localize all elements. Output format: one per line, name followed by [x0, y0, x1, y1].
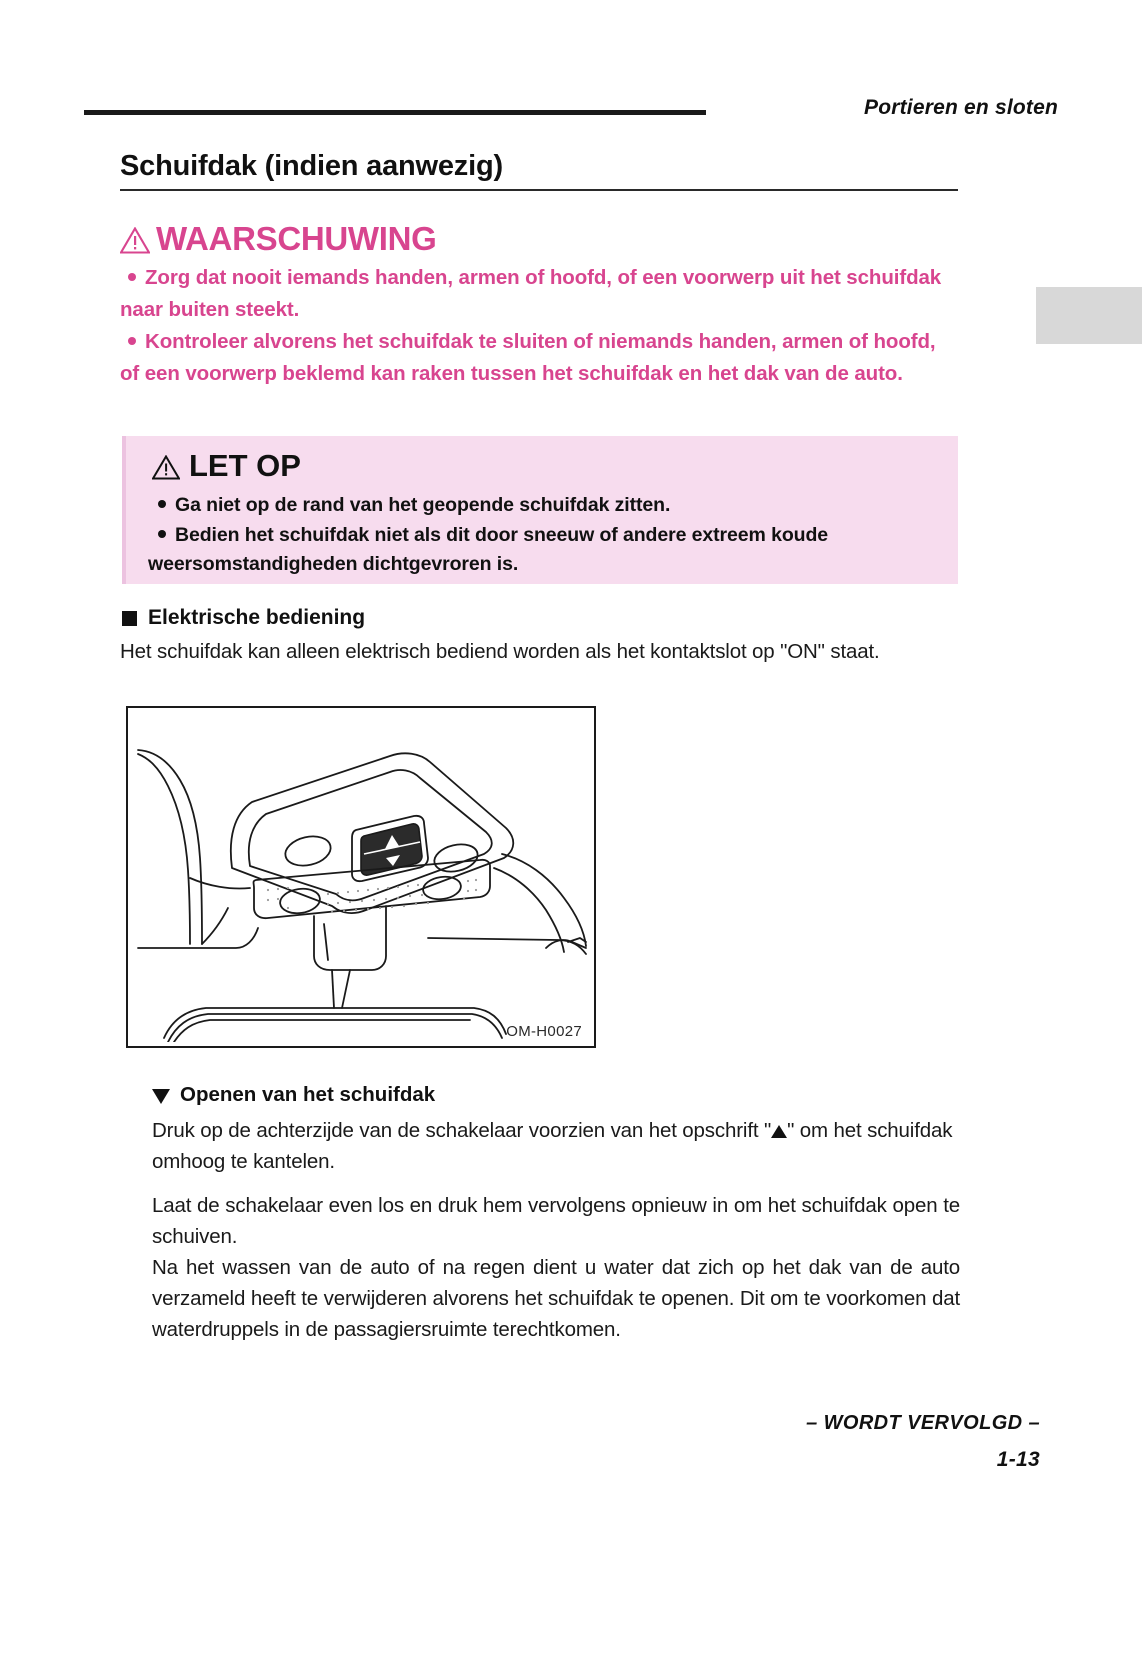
subsection-heading-open — [152, 1083, 435, 1107]
caution-bullet-1: Ga niet op de rand van het geopende schuifdak zitten. — [175, 494, 671, 516]
open-paragraph-1 — [152, 1115, 960, 1177]
chapter-thumb-tab — [1036, 287, 1142, 344]
console-drawing — [128, 708, 590, 1042]
caution-block — [122, 436, 958, 584]
grille-texture — [262, 884, 478, 910]
warning-triangle-icon — [152, 454, 180, 479]
running-title: Portieren en sloten — [863, 96, 1058, 119]
open-paragraph-1-before: Druk op de achterzijde van de schakelaar voorzien van het opschrift " — [152, 1119, 772, 1142]
page-number: 1-13 — [996, 1448, 1040, 1471]
bullet-dot-icon — [158, 500, 166, 508]
triangle-down-icon — [152, 1089, 170, 1104]
header-rule — [84, 110, 706, 115]
caution-body — [148, 491, 938, 580]
open-paragraph-3: Na het wassen van de auto of na regen dient u water dat zich op het dak van de auto verzameld heeft te verwijderen alvorens het schuifdak te openen. Dit om te voorkomen dat waterdruppels in de passagiersruimte terechtkomen. — [152, 1256, 960, 1342]
caution-heading-text: LET OP — [189, 448, 301, 483]
triangle-up-glyph-icon — [771, 1125, 787, 1138]
subsection-heading-electric — [122, 606, 365, 630]
bullet-dot-icon — [128, 337, 136, 345]
page-header — [84, 96, 1058, 130]
caution-bullet-2: Bedien het schuifdak niet als dit door sneeuw of andere extreem koude weersomstandigheden dichtgevroren is. — [148, 523, 829, 576]
title-underline — [120, 189, 958, 191]
figure-caption: OM-H0027 — [506, 1023, 582, 1040]
open-paragraph-2: Laat de schakelaar even los en druk hem vervolgens opnieuw in om het schuifdak open te schuiven. — [152, 1194, 960, 1249]
electric-paragraph: Het schuifdak kan alleen elektrisch bediend worden als het kontaktslot op "ON" staat. — [120, 640, 880, 663]
black-square-bullet-icon — [122, 611, 137, 626]
warning-triangle-icon — [120, 226, 150, 253]
caution-heading — [152, 450, 301, 481]
warning-bullet-2: Kontroleer alvorens het schuifdak te sluiten of niemands handen, armen of hoofd, of een voorwerp beklemd kan raken tussen het schuifdak en het dak van de auto. — [120, 329, 936, 385]
page-title: Schuifdak (indien aanwezig) — [120, 150, 503, 182]
illustration-overhead-console — [126, 706, 596, 1048]
section-title-block — [120, 150, 958, 191]
warning-block — [120, 222, 958, 390]
bullet-dot-icon — [158, 530, 166, 538]
open-paragraph-1-after: " om het schuifdak omhoog te kantelen. — [152, 1119, 953, 1174]
subsection-heading-text: Elektrische bediening — [148, 606, 366, 629]
warning-bullet-1: Zorg dat nooit iemands handen, armen of hoofd, of een voorwerp uit het schuifdak naar buiten steekt. — [120, 266, 942, 321]
continued-label: – WORDT VERVOLGD – — [806, 1412, 1040, 1434]
warning-body — [120, 262, 958, 390]
subsection-heading-open-text: Openen van het schuifdak — [180, 1083, 436, 1106]
warning-heading — [120, 222, 958, 255]
bullet-dot-icon — [128, 273, 136, 281]
warning-heading-text: WAARSCHUWING — [156, 220, 437, 257]
